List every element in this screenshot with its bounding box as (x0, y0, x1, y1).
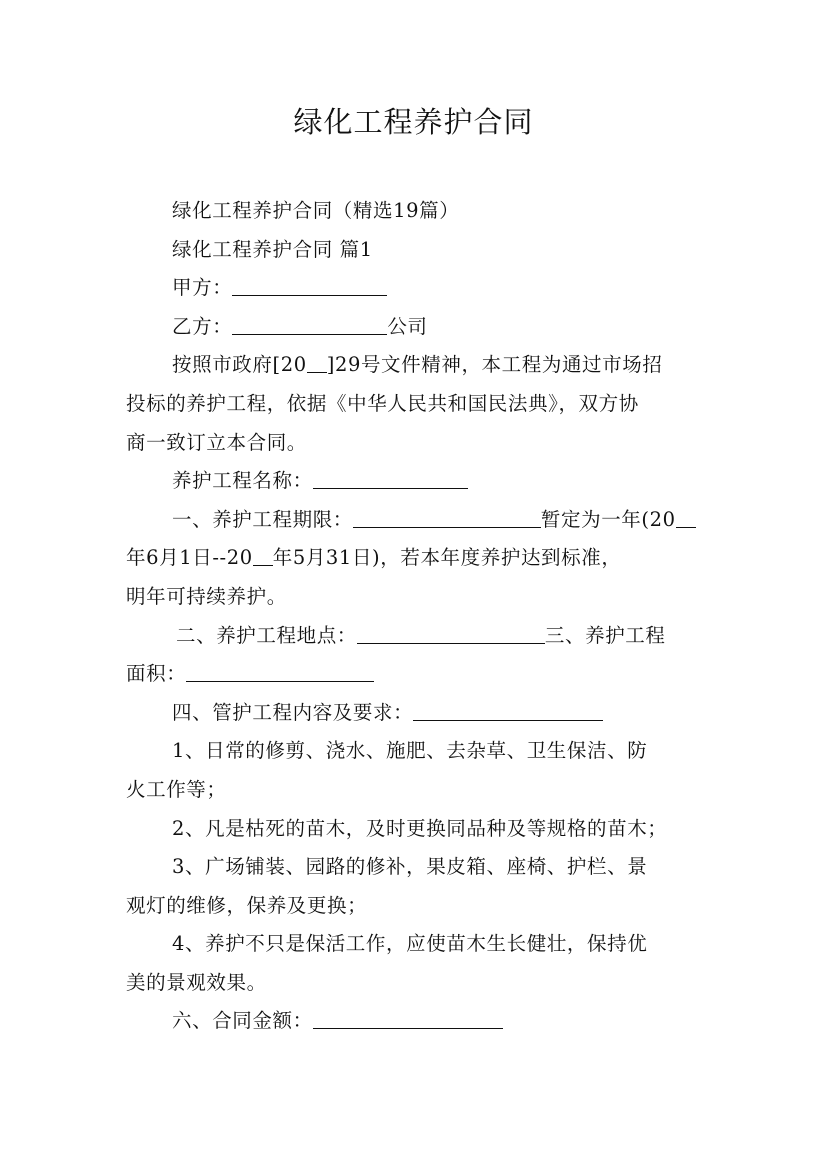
paragraph-article-heading: 绿化工程养护合同 篇1 (172, 237, 373, 261)
paragraph-collection-heading: 绿化工程养护合同（精选19篇） (172, 199, 460, 222)
term-line1: 一、养护工程期限： 暂定为一年(20 (126, 501, 716, 540)
item-2-line: 2、凡是枯死的苗木，及时更换同品种及等规格的苗木； (172, 816, 668, 840)
start-year-blank (676, 508, 696, 528)
end-year-blank (253, 546, 273, 566)
document-body (126, 192, 716, 1041)
project-name-line: 养护工程名称： (126, 462, 716, 501)
contract-amount-line: 六、合同金额： (126, 1002, 716, 1041)
item-3-line1: 3、广场铺装、园路的修补，果皮箱、座椅、护栏、景 (172, 855, 648, 879)
party-b-line: 乙方： 公司 (172, 314, 428, 338)
item-4-line1: 4、养护不只是保活工作，应使苗木生长健壮，保持优 (172, 932, 648, 956)
item-4-line2: 美的景观效果。 (126, 970, 267, 994)
term-line2: 年6月1日--20 年5月31日)，若本年度养护达到标准， (126, 546, 622, 570)
item-1-line2: 火工作等； (126, 777, 227, 801)
contract-amount-blank (313, 1009, 503, 1029)
term-blank (353, 508, 541, 528)
requirements-line: 四、管护工程内容及要求： (126, 694, 716, 733)
year-blank (307, 353, 327, 373)
document-title: 绿化工程养护合同 (293, 105, 534, 139)
paragraph-basis-line1: 按照市政府[20 ]29号文件精神，本工程为通过市场招 (172, 353, 663, 377)
paragraph-basis-line3: 商一致订立本合同。 (126, 430, 307, 454)
party-b-blank (232, 315, 387, 335)
project-name-blank (313, 469, 468, 489)
location-line2: 面积： (126, 655, 716, 694)
party-a-blank (232, 276, 387, 296)
requirements-blank (413, 701, 603, 721)
location-line1: 二、养护工程地点： 三、养护工程 (176, 623, 666, 647)
location-blank (357, 624, 545, 644)
party-a-line: 甲方： (126, 269, 716, 308)
paragraph-basis-line2: 投标的养护工程，依据《中华人民共和国民法典》，双方协 (126, 391, 639, 415)
term-line3: 明年可持续养护。 (126, 584, 287, 608)
item-1-line1: 1、日常的修剪、浇水、施肥、去杂草、卫生保洁、防 (172, 739, 648, 763)
area-blank (186, 662, 374, 682)
item-3-line2: 观灯的维修，保养及更换； (126, 893, 368, 917)
